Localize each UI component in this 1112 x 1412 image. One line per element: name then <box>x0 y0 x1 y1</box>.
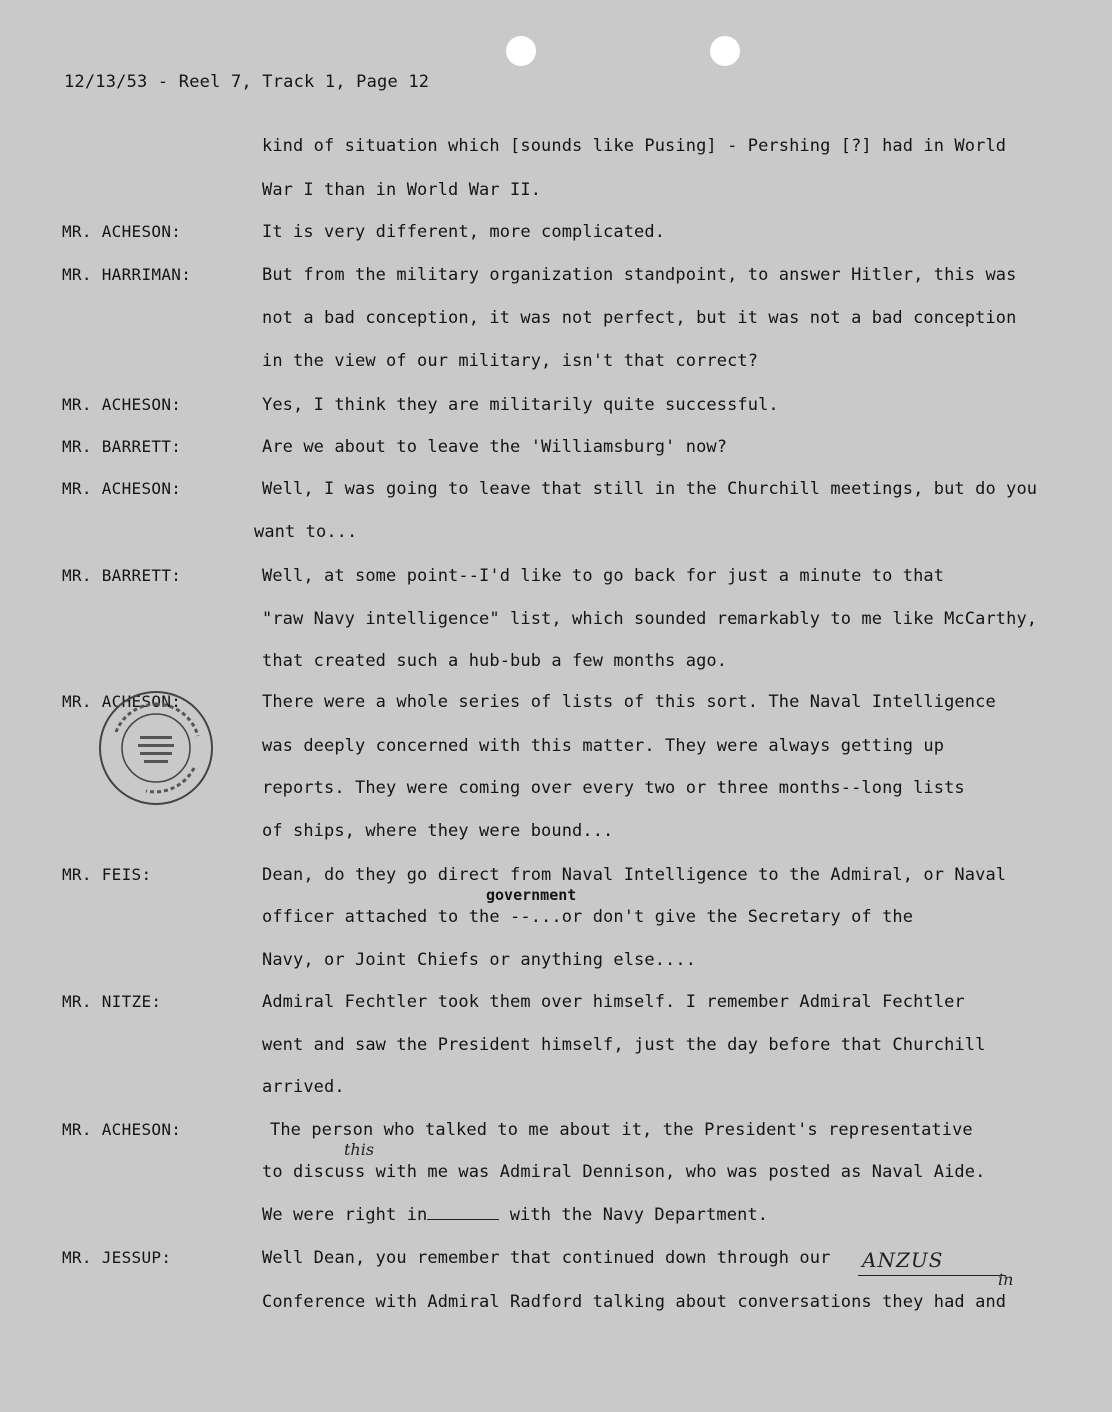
transcript-line: But from the military organization standpoint, to answer Hitler, this was <box>262 265 1017 285</box>
transcript-line: Conference with Admiral Radford talking about conversations they had and <box>262 1292 1007 1312</box>
transcript-line: "raw Navy intelligence" list, which sounded remarkably to me like McCarthy, <box>262 609 1038 629</box>
handwritten-insertion: in <box>998 1270 1014 1289</box>
blank-underline <box>427 1205 499 1220</box>
transcript-line <box>262 1205 1062 1225</box>
speaker-label: MR. ACHESON: <box>62 479 182 498</box>
transcript-line: of ships, where they were bound... <box>262 821 614 841</box>
page-header: 12/13/53 - Reel 7, Track 1, Page 12 <box>64 72 430 92</box>
transcript-line: Well, I was going to leave that still in the Churchill meetings, but do you <box>262 479 1038 499</box>
speaker-label: MR. ACHESON: <box>62 222 182 241</box>
punch-hole <box>710 36 740 66</box>
speaker-label: MR. ACHESON: <box>62 692 182 711</box>
transcript-line: Well, at some point--I'd like to go back for just a minute to that <box>262 566 945 586</box>
handwritten-insertion: ANZUS <box>862 1248 944 1272</box>
transcript-line: Well Dean, you remember that continued down through our <box>262 1248 831 1268</box>
transcript-line: not a bad conception, it was not perfect, but it was not a bad conception <box>262 308 1017 328</box>
transcript-line: that created such a hub-bub a few months ago. <box>262 651 728 671</box>
handwritten-insertion: this <box>344 1140 375 1159</box>
transcript-line: reports. They were coming over every two or three months--long lists <box>262 778 965 798</box>
line-segment: We were right in <box>262 1205 428 1225</box>
speaker-label: MR. BARRETT: <box>62 566 182 585</box>
transcript-line: officer attached to the --...or don't give the Secretary of the <box>262 907 914 927</box>
transcript-line: arrived. <box>262 1077 345 1097</box>
typed-insertion: government <box>486 886 577 904</box>
transcript-line: was deeply concerned with this matter. They were always getting up <box>262 736 945 756</box>
transcript-line: to discuss with me was Admiral Dennison, who was posted as Naval Aide. <box>262 1162 986 1182</box>
speaker-label: MR. FEIS: <box>62 865 152 884</box>
transcript-line: War I than in World War II. <box>262 180 542 200</box>
transcript-line: in the view of our military, isn't that correct? <box>262 351 759 371</box>
transcript-line: Admiral Fechtler took them over himself. I remember Admiral Fechtler <box>262 992 965 1012</box>
transcript-line: It is very different, more complicated. <box>262 222 666 242</box>
handwritten-underline <box>858 1275 1006 1276</box>
line-segment: with the Navy Department. <box>509 1205 769 1225</box>
speaker-label: MR. NITZE: <box>62 992 162 1011</box>
speaker-label: MR. ACHESON: <box>62 395 182 414</box>
transcript-line: Are we about to leave the 'Williamsburg' now? <box>262 437 728 457</box>
speaker-label: MR. JESSUP: <box>62 1248 172 1267</box>
transcript-line: The person who talked to me about it, the President's representative <box>270 1120 973 1140</box>
transcript-line: kind of situation which [sounds like Pusing] - Pershing [?] had in World <box>262 136 1007 156</box>
transcript-line: Dean, do they go direct from Naval Intelligence to the Admiral, or Naval <box>262 865 1007 885</box>
transcript-line: There were a whole series of lists of this sort. The Naval Intelligence <box>262 692 996 712</box>
speaker-label: MR. HARRIMAN: <box>62 265 192 284</box>
library-stamp-icon <box>96 688 216 808</box>
speaker-label: MR. ACHESON: <box>62 1120 182 1139</box>
punch-hole <box>506 36 536 66</box>
transcript-line: Yes, I think they are militarily quite successful. <box>262 395 779 415</box>
transcript-line: Navy, or Joint Chiefs or anything else.... <box>262 950 697 970</box>
speaker-label: MR. BARRETT: <box>62 437 182 456</box>
transcript-line: want to... <box>254 522 358 542</box>
transcript-line: went and saw the President himself, just the day before that Churchill <box>262 1035 986 1055</box>
